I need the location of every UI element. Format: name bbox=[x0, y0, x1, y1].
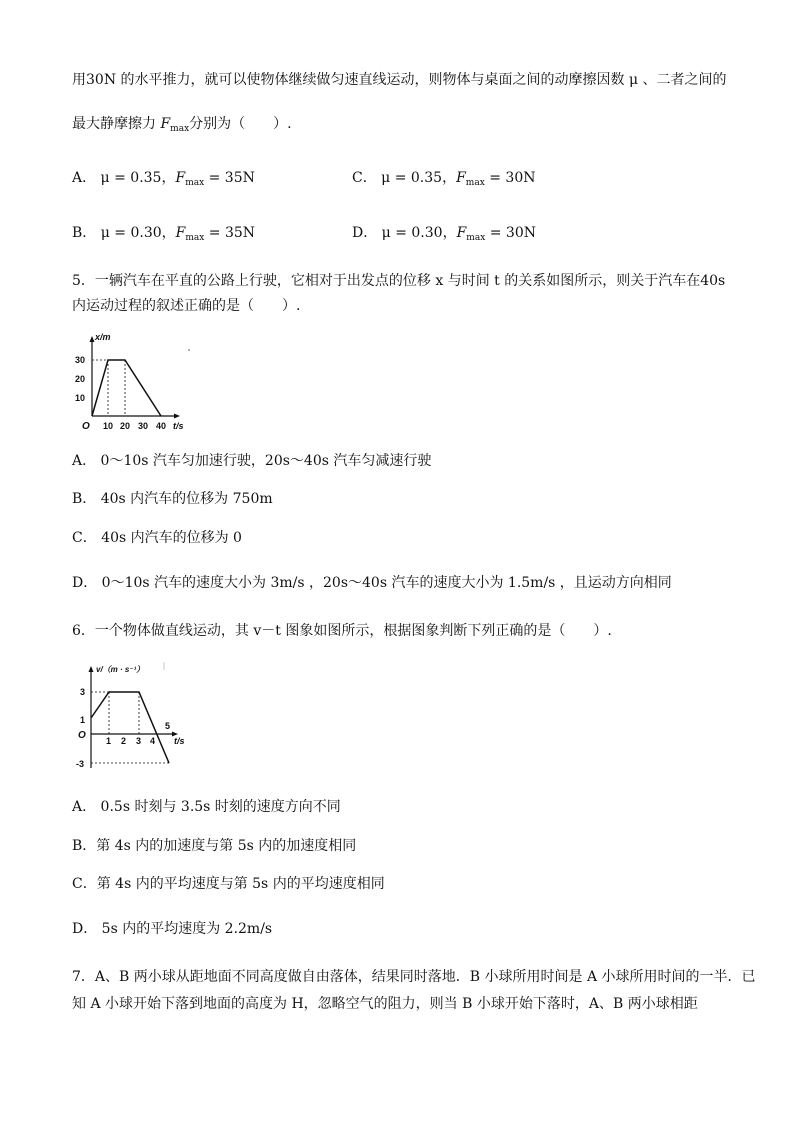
q4-option-c bbox=[352, 168, 535, 193]
f-symbol: F bbox=[175, 225, 186, 241]
xtick-20: 20 bbox=[120, 421, 131, 430]
x-axis-label: t/s bbox=[173, 421, 184, 430]
xtick-10: 10 bbox=[103, 421, 114, 430]
q6-option-b: B．第 4s 内的加速度与第 5s 内的加速度相同 bbox=[72, 838, 357, 854]
q4-option-a-value: = 35N bbox=[204, 170, 255, 186]
y-axis-label: v/（m · s⁻¹） bbox=[96, 665, 145, 674]
stray-dot bbox=[188, 349, 190, 351]
vt-line bbox=[91, 692, 169, 763]
q5-xt-graph bbox=[70, 328, 200, 430]
q6-option-c: C．第 4s 内的平均速度与第 5s 内的平均速度相同 bbox=[72, 876, 385, 892]
max-subscript: max bbox=[465, 178, 485, 188]
origin-label: O bbox=[82, 421, 90, 430]
q7-stem-line2: 知 A 小球开始下落到地面的高度为 H，忽略空气的阻力，则当 B 小球开始下落时，A、B 两小球相距 bbox=[72, 996, 698, 1012]
q4-stem-line2 bbox=[72, 114, 292, 139]
y-axis-arrow bbox=[90, 336, 95, 342]
xtick-3: 3 bbox=[136, 736, 142, 746]
q4-option-b bbox=[72, 223, 255, 248]
q5-stem-line1: 5．一辆汽车在平直的公路上行驶，它相对于出发点的位移 x 与时间 t 的关系如图所示，则关于汽车在40s bbox=[72, 273, 726, 289]
q5-option-b: B． 40s 内汽车的位移为 750m bbox=[72, 491, 273, 507]
q4-option-d bbox=[352, 223, 536, 248]
q5-option-d: D． 0～10s 汽车的速度大小为 3m/s ，20s～40s 汽车的速度大小为 1.5m/s ，且运动方向相同 bbox=[72, 575, 672, 591]
q4-option-b-text: B． μ = 0.30， bbox=[72, 225, 176, 241]
q6-option-d: D． 5s 内的平均速度为 2.2m/s bbox=[72, 921, 273, 937]
ytick-3: 3 bbox=[80, 687, 86, 697]
xtick-5: 5 bbox=[165, 721, 171, 731]
q5-option-a: A． 0～10s 汽车匀加速行驶，20s～40s 汽车匀减速行驶 bbox=[72, 453, 432, 469]
xtick-4: 4 bbox=[150, 736, 156, 746]
xtick-1: 1 bbox=[106, 736, 112, 746]
f-symbol: F bbox=[160, 116, 171, 132]
x-axis-arrow bbox=[174, 414, 180, 419]
q6-stem-line1: 6．一个物体做直线运动，其 v－t 图象如图所示，根据图象判断下列正确的是（ ）. bbox=[72, 623, 612, 639]
q4-option-d-text: D． μ = 0.30， bbox=[352, 225, 457, 241]
max-subscript: max bbox=[466, 233, 486, 243]
q4-option-c-text: C． μ = 0.35， bbox=[352, 170, 457, 186]
q4-option-d-value: = 30N bbox=[485, 225, 536, 241]
origin-label: O bbox=[78, 730, 86, 741]
f-symbol: F bbox=[175, 170, 186, 186]
ytick-10: 10 bbox=[75, 393, 86, 403]
ytick-30: 30 bbox=[75, 355, 86, 365]
q6-vt-graph bbox=[70, 656, 200, 776]
q4-option-a-text: A． μ = 0.35， bbox=[72, 170, 176, 186]
y-axis-arrow bbox=[89, 666, 94, 672]
q4-option-c-value: = 30N bbox=[484, 170, 536, 186]
max-subscript: max bbox=[185, 233, 205, 243]
q7-stem-line1: 7．A、B 两小球从距地面不同高度做自由落体，结果同时落地．B 小球所用时间是 A 小球所用时间的一半．已 bbox=[72, 969, 756, 985]
x-axis-label: t/s bbox=[174, 736, 185, 746]
ytick-20: 20 bbox=[75, 374, 86, 384]
y-axis-label: x/m bbox=[95, 332, 111, 342]
q6-option-a: A． 0.5s 时刻与 3.5s 时刻的速度方向不同 bbox=[72, 799, 341, 815]
f-symbol: F bbox=[456, 225, 467, 241]
xtick-40: 40 bbox=[156, 421, 167, 430]
max-subscript: max bbox=[185, 178, 205, 188]
q5-option-c: C． 40s 内汽车的位移为 0 bbox=[72, 530, 242, 546]
max-subscript: max bbox=[170, 124, 190, 134]
q4-option-a bbox=[72, 168, 255, 193]
q5-stem-line2: 内运动过程的叙述正确的是（ ）. bbox=[72, 298, 301, 314]
xtick-30: 30 bbox=[138, 421, 149, 430]
f-symbol: F bbox=[456, 170, 466, 186]
q4-stem-line2-pre: 最大静摩擦力 bbox=[72, 116, 161, 132]
ytick-1: 1 bbox=[80, 715, 86, 725]
q4-stem-line1: 用30N 的水平推力，就可以使物体继续做匀速直线运动，则物体与桌面之间的动摩擦因数 μ 、二者之间的 bbox=[72, 72, 727, 88]
q4-option-b-value: = 35N bbox=[204, 225, 256, 241]
ytick-neg3: -3 bbox=[76, 759, 85, 769]
xt-line bbox=[92, 360, 161, 416]
xtick-2: 2 bbox=[121, 736, 127, 746]
q4-stem-line2-post: 分别为（ ）. bbox=[189, 116, 292, 132]
